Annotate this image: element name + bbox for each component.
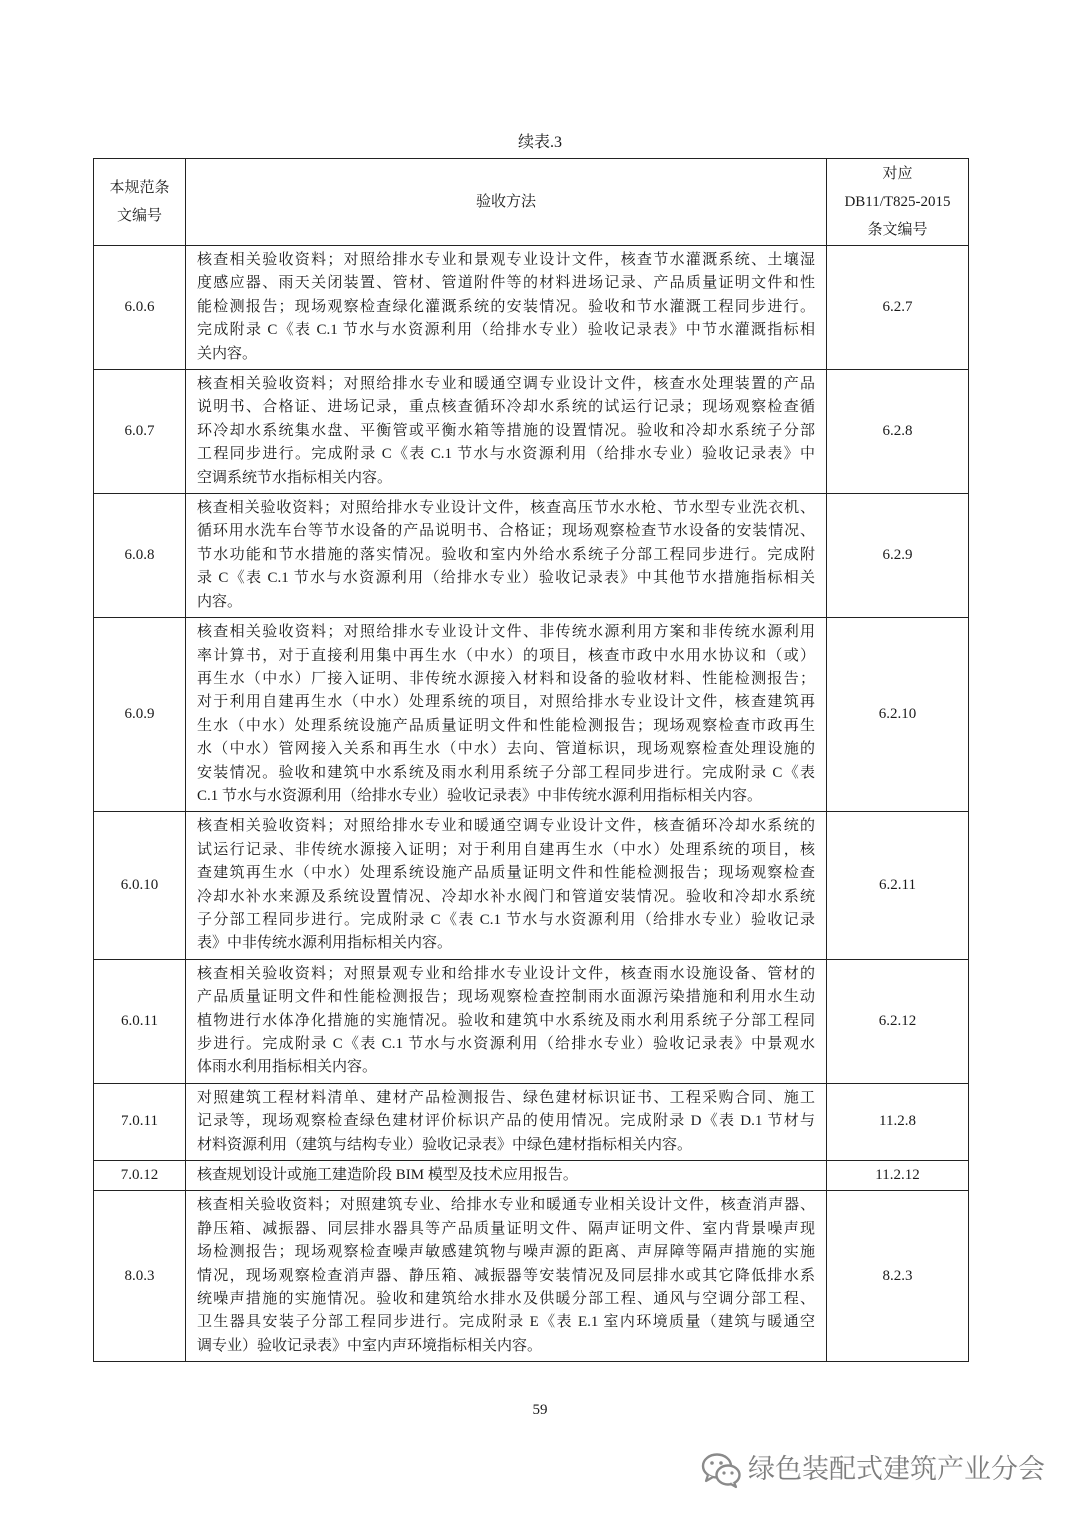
clause-number-cell [94,618,186,812]
watermark-text: 绿色装配式建筑产业分会 [748,1454,1045,1485]
table-body [94,246,969,1362]
acceptance-method-text-line: 环冷却水系统集水盘、平衡管或平衡水箱等措施的设置情况。验收和冷却水系统子分部 [197,422,815,439]
acceptance-method-text-line: 步进行。完成附录 C《表 C.1 节水与水资源利用（给排水专业）验收记录表》中景观水 [197,1036,815,1052]
header-reference-number-line: 对应 [882,166,913,182]
clause-number-cell [94,812,186,959]
wechat-icon [700,1451,742,1489]
acceptance-method-text-line: 核查相关验收资料；对照给排水专业设计文件、非传统水源利用方案和非传统水源利用 [197,624,815,641]
acceptance-method-text-line: 调专业）验收记录表》中室内声环境指标相关内容。 [197,1337,543,1354]
reference-number: 6.2.11 [879,876,916,893]
acceptance-method-cell [186,812,827,959]
reference-number-cell [827,1191,969,1362]
clause-number: 7.0.11 [121,1113,158,1130]
acceptance-method-text-line: 录 C《表 C.1 节水与水资源利用（给排水专业）验收记录表》中其他节水措施指标相关 [197,570,815,587]
header-clause-number [94,159,186,246]
header-clause-number-line: 本规范条 [109,180,170,196]
acceptance-method-text-line: 静压箱、减振器、同层排水器具等产品质量证明文件、隔声证明文件、室内背景噪声现 [197,1220,815,1237]
reference-number: 6.2.12 [878,1012,917,1029]
header-clause-number-line: 文编号 [116,208,162,224]
acceptance-method-text-line: 能检测报告；现场观察检查绿化灌溉系统的安装情况。验收和节水灌溉工程同步进行。 [197,298,815,315]
clause-number: 6.0.7 [124,422,155,439]
acceptance-method-text-line: C.1 节水与水资源利用（给排水专业）验收记录表》中非传统水源利用指标相关内容。 [197,787,763,804]
reference-number-cell [827,812,969,959]
acceptance-method-text-line: 度感应器、雨天关闭装置、管材、管道附件等的材料进场记录、产品质量证明文件和性 [197,275,815,292]
acceptance-method-text-line: 场检测报告；现场观察检查噪声敏感建筑物与噪声源的距离、声屏障等隔声措施的实施 [197,1244,815,1261]
reference-number-cell [827,246,969,370]
header-reference-number-line: DB11/T825-2015 [844,194,951,210]
acceptance-method-table [93,158,969,1362]
reference-number-cell [827,959,969,1083]
acceptance-method-cell [186,618,827,812]
page-number: 59 [532,1402,548,1418]
reference-number-cell [827,618,969,812]
reference-number: 6.2.8 [882,422,913,439]
clause-number-cell [94,494,186,618]
acceptance-method-cell [186,494,827,618]
table-row [94,1083,969,1160]
acceptance-method-text-line: 冷却水补水来源及系统设置情况、冷却水补水阀门和管道安装情况。验收和冷却水系统 [197,888,815,905]
table-row [94,1191,969,1362]
acceptance-method-text-line: 完成附录 C《表 C.1 节水与水资源利用（给排水专业）验收记录表》中节水灌溉指标相 [197,322,815,339]
header-acceptance-method [186,159,827,246]
watermark [700,1450,1045,1490]
table-row [94,246,969,370]
acceptance-method-text-line: 关内容。 [197,345,258,362]
header-reference-number-line: 条文编号 [867,222,928,238]
table-header [94,159,969,246]
table-row [94,494,969,618]
acceptance-method-cell [186,370,827,494]
acceptance-method-text-line: 试运行记录、非传统水源接入证明；对于利用自建再生水（中水）处理系统的项目，核 [197,841,815,858]
reference-number: 8.2.3 [882,1267,913,1284]
acceptance-method-text-line: 记录等，现场观察检查绿色建材评价标识产品的使用情况。完成附录 D《表 D.1 节材与 [197,1113,815,1130]
clause-number-cell [94,1161,186,1191]
acceptance-method-text-line: 材料资源利用（建筑与结构专业）验收记录表》中绿色建材指标相关内容。 [197,1136,693,1153]
acceptance-method-text-line: 子分部工程同步进行。完成附录 C《表 C.1 节水与水资源利用（给排水专业）验收记录 [197,911,815,928]
acceptance-method-text-line: 循环用水洗车台等节水设备的产品说明书、合格证；现场观察检查节水设备的安装情况、 [197,523,815,540]
acceptance-method-text-line: 生水（中水）处理系统设施产品质量证明文件和性能检测报告；现场观察检查市政再生 [197,717,815,734]
clause-number: 6.0.11 [121,1012,158,1029]
header-row [94,159,969,246]
reference-number: 6.2.10 [878,706,917,723]
reference-number: 11.2.12 [875,1167,920,1184]
reference-number-cell [827,370,969,494]
acceptance-method-text-line: 统噪声措施的实施情况。验收和建筑给水排水及供暖分部工程、通风与空调分部工程、 [197,1291,815,1308]
acceptance-method-text-line: 工程同步进行。完成附录 C《表 C.1 节水与水资源利用（给排水专业）验收记录表》中 [197,446,815,463]
acceptance-method-text-line: 核查相关验收资料；对照给排水专业和暖通空调专业设计文件，核查水处理装置的产品 [197,376,815,393]
acceptance-method-cell [186,246,827,370]
acceptance-method-text-line: 对照建筑工程材料清单、建材产品检测报告、绿色建材标识证书、工程采购合同、施工 [197,1089,815,1106]
table-row [94,1161,969,1191]
clause-number: 6.0.6 [124,298,155,315]
clause-number-cell [94,1083,186,1160]
clause-number: 6.0.9 [124,706,155,723]
acceptance-method-text-line: 核查规划设计或施工建造阶段 BIM 模型及技术应用报告。 [197,1167,578,1184]
acceptance-method-text-line: 节水功能和节水措施的落实情况。验收和室内外给水系统子分部工程同步进行。完成附 [197,546,815,563]
reference-number: 6.2.7 [882,298,913,315]
acceptance-method-text-line: 核查相关验收资料；对照给排水专业和景观专业设计文件，核查节水灌溉系统、土壤湿 [197,252,815,268]
acceptance-method-text-line: 查建筑再生水（中水）处理系统设施产品质量证明文件和性能检测报告；现场观察检查 [197,865,815,882]
acceptance-method-text-line: 核查相关验收资料；对照景观专业和给排水专业设计文件，核查雨水设施设备、管材的 [197,965,815,982]
acceptance-method-cell [186,1191,827,1362]
acceptance-method-text-line: 卫生器具安装子分部工程同步进行。完成附录 E《表 E.1 室内环境质量（建筑与暖通空 [197,1314,815,1331]
clause-number-cell [94,370,186,494]
clause-number-cell [94,246,186,370]
clause-number: 7.0.12 [120,1167,159,1184]
acceptance-method-text-line: 再生水（中水）厂接入证明、非传统水源接入材料和设备的验收材料、性能检测报告； [197,670,815,687]
clause-number-cell [94,959,186,1083]
acceptance-method-text-line: 植物进行水体净化措施的实施情况。验收和建筑中水系统及雨水利用系统子分部工程同 [197,1012,815,1029]
reference-number: 11.2.8 [879,1113,916,1130]
table-row [94,370,969,494]
table-title: 续表.3 [517,134,562,151]
acceptance-method-text-line: 核查相关验收资料；对照建筑专业、给排水专业和暖通专业相关设计文件，核查消声器、 [197,1197,815,1214]
clause-number: 6.0.8 [124,546,155,563]
reference-number-cell [827,1161,969,1191]
clause-number: 8.0.3 [124,1267,155,1284]
reference-number-cell [827,1083,969,1160]
table-row [94,618,969,812]
acceptance-method-text-line: 安装情况。验收和建筑中水系统及雨水利用系统子分部工程同步进行。完成附录 C《表 [197,764,815,781]
acceptance-method-cell [186,1161,827,1191]
acceptance-method-cell [186,959,827,1083]
acceptance-method-text-line: 对于利用自建再生水（中水）处理系统的项目，对照给排水专业设计文件，核查建筑再 [197,694,815,711]
reference-number-cell [827,494,969,618]
table-row [94,812,969,959]
clause-number-cell [94,1191,186,1362]
header-reference-number [827,159,969,246]
acceptance-method-text-line: 内容。 [197,593,243,610]
header-acceptance-method-label: 验收方法 [475,194,536,210]
acceptance-method-text-line: 表》中非传统水源利用指标相关内容。 [197,935,453,952]
acceptance-method-text-line: 说明书、合格证、进场记录，重点核查循环冷却水系统的试运行记录；现场观察检查循 [197,399,815,416]
acceptance-method-cell [186,1083,827,1160]
acceptance-method-text-line: 水（中水）管网接入关系和再生水（中水）去向、管道标识，现场观察检查处理设施的 [197,741,815,758]
acceptance-method-text-line: 核查相关验收资料；对照给排水专业和暖通空调专业设计文件，核查循环冷却水系统的 [197,818,815,835]
acceptance-method-text-line: 情况，现场观察检查消声器、静压箱、减振器等安装情况及同层排水或其它降低排水系 [197,1267,815,1284]
table-row [94,959,969,1083]
acceptance-method-text-line: 产品质量证明文件和性能检测报告；现场观察检查控制雨水面源污染措施和利用水生动 [197,989,815,1006]
acceptance-method-text-line: 核查相关验收资料；对照给排水专业设计文件，核查高压节水水枪、节水型专业洗衣机、 [197,500,815,517]
clause-number: 6.0.10 [120,876,159,893]
acceptance-method-text-line: 空调系统节水指标相关内容。 [197,469,393,486]
acceptance-method-text-line: 体雨水利用指标相关内容。 [197,1059,378,1076]
acceptance-method-text-line: 率计算书，对于直接利用集中再生水（中水）的项目，核查市政中水用水协议和（或） [197,647,815,664]
reference-number: 6.2.9 [882,546,913,563]
